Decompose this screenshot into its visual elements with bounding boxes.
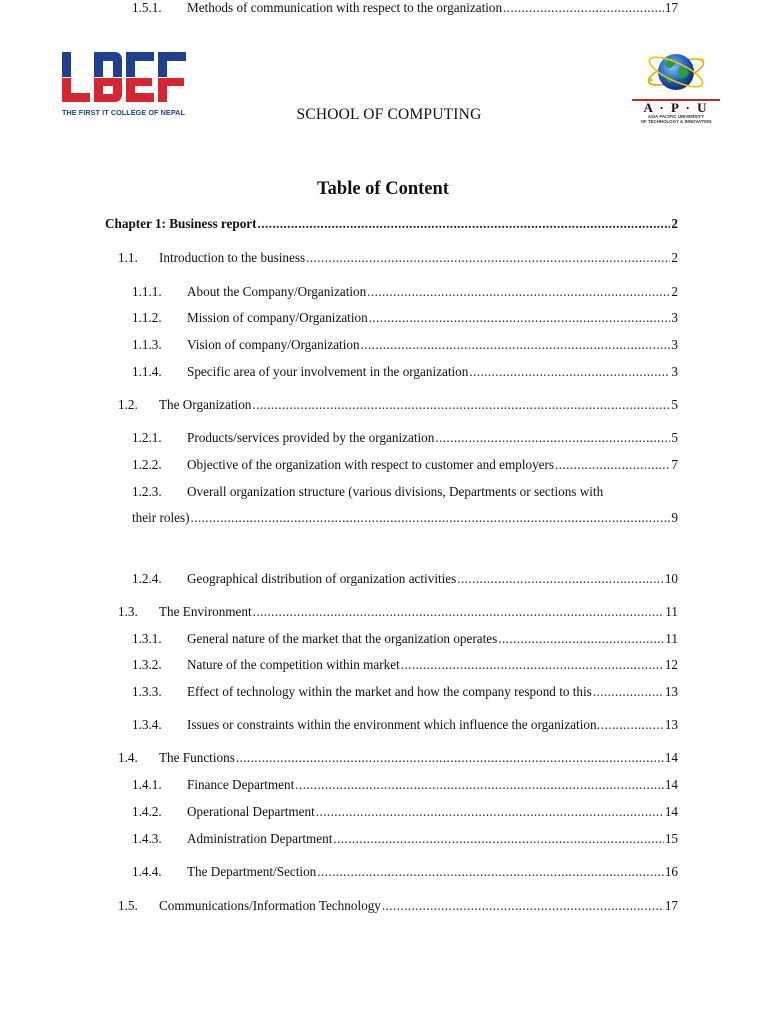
toc-entry-number: 1.3.2. [132,657,162,672]
toc-dot-leader [369,310,671,326]
toc-entry[interactable] [132,284,678,300]
toc-entry-title: About the Company/Organization [187,284,367,299]
toc-entry[interactable] [118,750,678,766]
toc-dot-leader [333,831,663,847]
toc-dot-leader [401,657,664,673]
toc-entry[interactable] [132,631,678,647]
toc-page-number: 13 [664,717,678,732]
toc-entry-number: 1.2. [118,397,138,412]
toc-page-number: 10 [664,571,678,586]
lbef-letter-f [158,52,187,102]
toc-dot-leader [457,571,664,587]
toc-entry[interactable] [132,864,678,880]
toc-page-number: 2 [671,250,678,265]
toc-entry-title: The Department/Section [187,864,317,879]
toc-entry-title: Nature of the competition within market [187,657,400,672]
toc-entry-number: 1.1.3. [132,337,162,352]
toc-entry-number: 1.1.2. [132,310,162,325]
toc-entry[interactable] [132,777,678,793]
apu-globe-icon [646,46,706,98]
toc-entry[interactable] [132,717,678,733]
toc-entry[interactable] [118,604,678,620]
toc-page-number: 3 [671,337,678,352]
toc-entry[interactable] [132,684,678,700]
toc-dot-leader [435,430,670,446]
toc-entry-title: Chapter 1: Business report [105,216,257,231]
toc-entry-number: 1.5.1. [132,0,162,15]
toc-dot-leader [498,631,664,647]
lbef-letter-b [94,52,123,102]
toc-page-number: 5 [671,397,678,412]
toc-page-number: 3 [671,364,678,379]
toc-entry-number: 1.3.3. [132,684,162,699]
toc-page-number: 2 [671,216,678,231]
lbef-tagline: THE FIRST IT COLLEGE OF NEPAL [62,108,185,117]
toc-dot-leader [191,510,671,526]
toc-entry-title: General nature of the market that the organization operates [187,631,498,646]
toc-entry-title: Vision of company/Organization [187,337,360,352]
toc-entry[interactable] [132,457,678,473]
toc-entry-title: Products/services provided by the organization [187,430,435,445]
toc-page-number: 14 [664,804,678,819]
toc-entry-number: 1.4. [118,750,138,765]
toc-entry-number: 1.1. [118,250,138,265]
toc-page-number: 11 [665,604,678,619]
toc-entry-number: 1.4.1. [132,777,162,792]
toc-page-number: 9 [671,510,678,525]
toc-entry[interactable] [132,310,678,326]
apu-subtitle-line-1: ASIA PACIFIC UNIVERSITY [647,114,705,119]
toc-page-number: 15 [664,831,678,846]
toc-page-number: 14 [664,777,678,792]
toc-page-number: 7 [671,457,678,472]
toc-entry[interactable] [118,397,678,413]
toc-entry[interactable] [132,337,678,353]
toc-page-number: 13 [664,684,678,699]
toc-dot-leader [367,284,670,300]
toc-entry-number: 1.2.2. [132,457,162,472]
toc-dot-leader [601,717,664,733]
toc-entry[interactable] [118,898,678,914]
toc-entry[interactable] [132,571,678,587]
toc-dot-leader [317,864,664,880]
toc-entry[interactable] [105,216,678,232]
apu-logo-letters: A · P · U [632,99,720,115]
toc-entry-title: Administration Department [187,831,333,846]
toc-entry-number: 1.3.4. [132,717,162,732]
toc-entry[interactable] [132,0,678,16]
toc-dot-leader [593,684,664,700]
toc-dot-leader [316,804,664,820]
toc-dot-leader [306,250,670,266]
lbef-letter-l [62,52,91,102]
toc-page-number: 3 [671,310,678,325]
toc-entry-title: The Functions [159,750,235,765]
school-heading: SCHOOL OF COMPUTING [296,106,482,123]
toc-entry-number: 1.5. [118,898,138,913]
toc-dot-leader [252,397,670,413]
toc-entry-number: 1.4.2. [132,804,162,819]
toc-page-number: 17 [664,898,678,913]
toc-entry-title: Geographical distribution of organization activities [187,571,457,586]
toc-entry-number: 1.2.4. [132,571,162,586]
toc-entry[interactable] [132,804,678,820]
apu-subtitle-line-2: OF TECHNOLOGY & INNOVATION [640,119,712,124]
toc-entry-title: Overall organization structure (various divisions, Departments or sections with [187,484,604,499]
toc-page-number: 2 [671,284,678,299]
toc-entry-number: 1.3. [118,604,138,619]
toc-dot-leader [503,0,664,16]
toc-entry[interactable] [132,657,678,673]
toc-entry-number: 1.1.1. [132,284,162,299]
toc-entry-number: 1.2.1. [132,430,162,445]
toc-dot-leader [382,898,664,914]
toc-entry[interactable] [132,484,603,500]
toc-page-number: 14 [664,750,678,765]
toc-entry-title: Methods of communication with respect to the organization [187,0,503,15]
toc-entry-title: Issues or constraints within the environment which influence the organization. [187,717,600,732]
toc-entry-title: Operational Department [187,804,315,819]
toc-page-number: 5 [671,430,678,445]
toc-entry-title: Objective of the organization with respect to customer and employers [187,457,555,472]
toc-entry-title: Mission of company/Organization [187,310,368,325]
toc-entry[interactable] [132,364,678,380]
lbef-letter-e [126,52,155,102]
toc-entry-title: Effect of technology within the market and how the company respond to this [187,684,592,699]
toc-entry-title: Introduction to the business [159,250,306,265]
toc-page-number: 17 [664,0,678,15]
toc-page-number: 12 [664,657,678,672]
toc-entry-number: 1.4.4. [132,864,162,879]
toc-page-number: 11 [665,631,678,646]
toc-entry[interactable] [118,250,678,266]
toc-entry-title: The Organization [159,397,252,412]
toc-entry-number: 1.2.3. [132,484,162,499]
toc-entry-title: Finance Department [187,777,295,792]
toc-dot-leader [555,457,670,473]
toc-title: Table of Content [317,179,449,199]
toc-entry-title: The Environment [159,604,252,619]
lbef-logo-mark [62,52,192,102]
toc-dot-leader [295,777,664,793]
toc-entry-number: 1.3.1. [132,631,162,646]
toc-dot-leader [469,364,670,380]
toc-entry-title: their roles) [132,510,190,525]
toc-entry[interactable] [132,430,678,446]
toc-entry-title: Specific area of your involvement in the organization [187,364,469,379]
toc-entry-title: Communications/Information Technology [159,898,381,913]
toc-entry[interactable] [132,510,678,526]
toc-entry-number: 1.1.4. [132,364,162,379]
toc-entry[interactable] [132,831,678,847]
toc-page-number: 16 [664,864,678,879]
toc-dot-leader [258,216,671,232]
toc-dot-leader [361,337,671,353]
toc-dot-leader [253,604,665,620]
toc-dot-leader [236,750,664,766]
toc-entry-number: 1.4.3. [132,831,162,846]
